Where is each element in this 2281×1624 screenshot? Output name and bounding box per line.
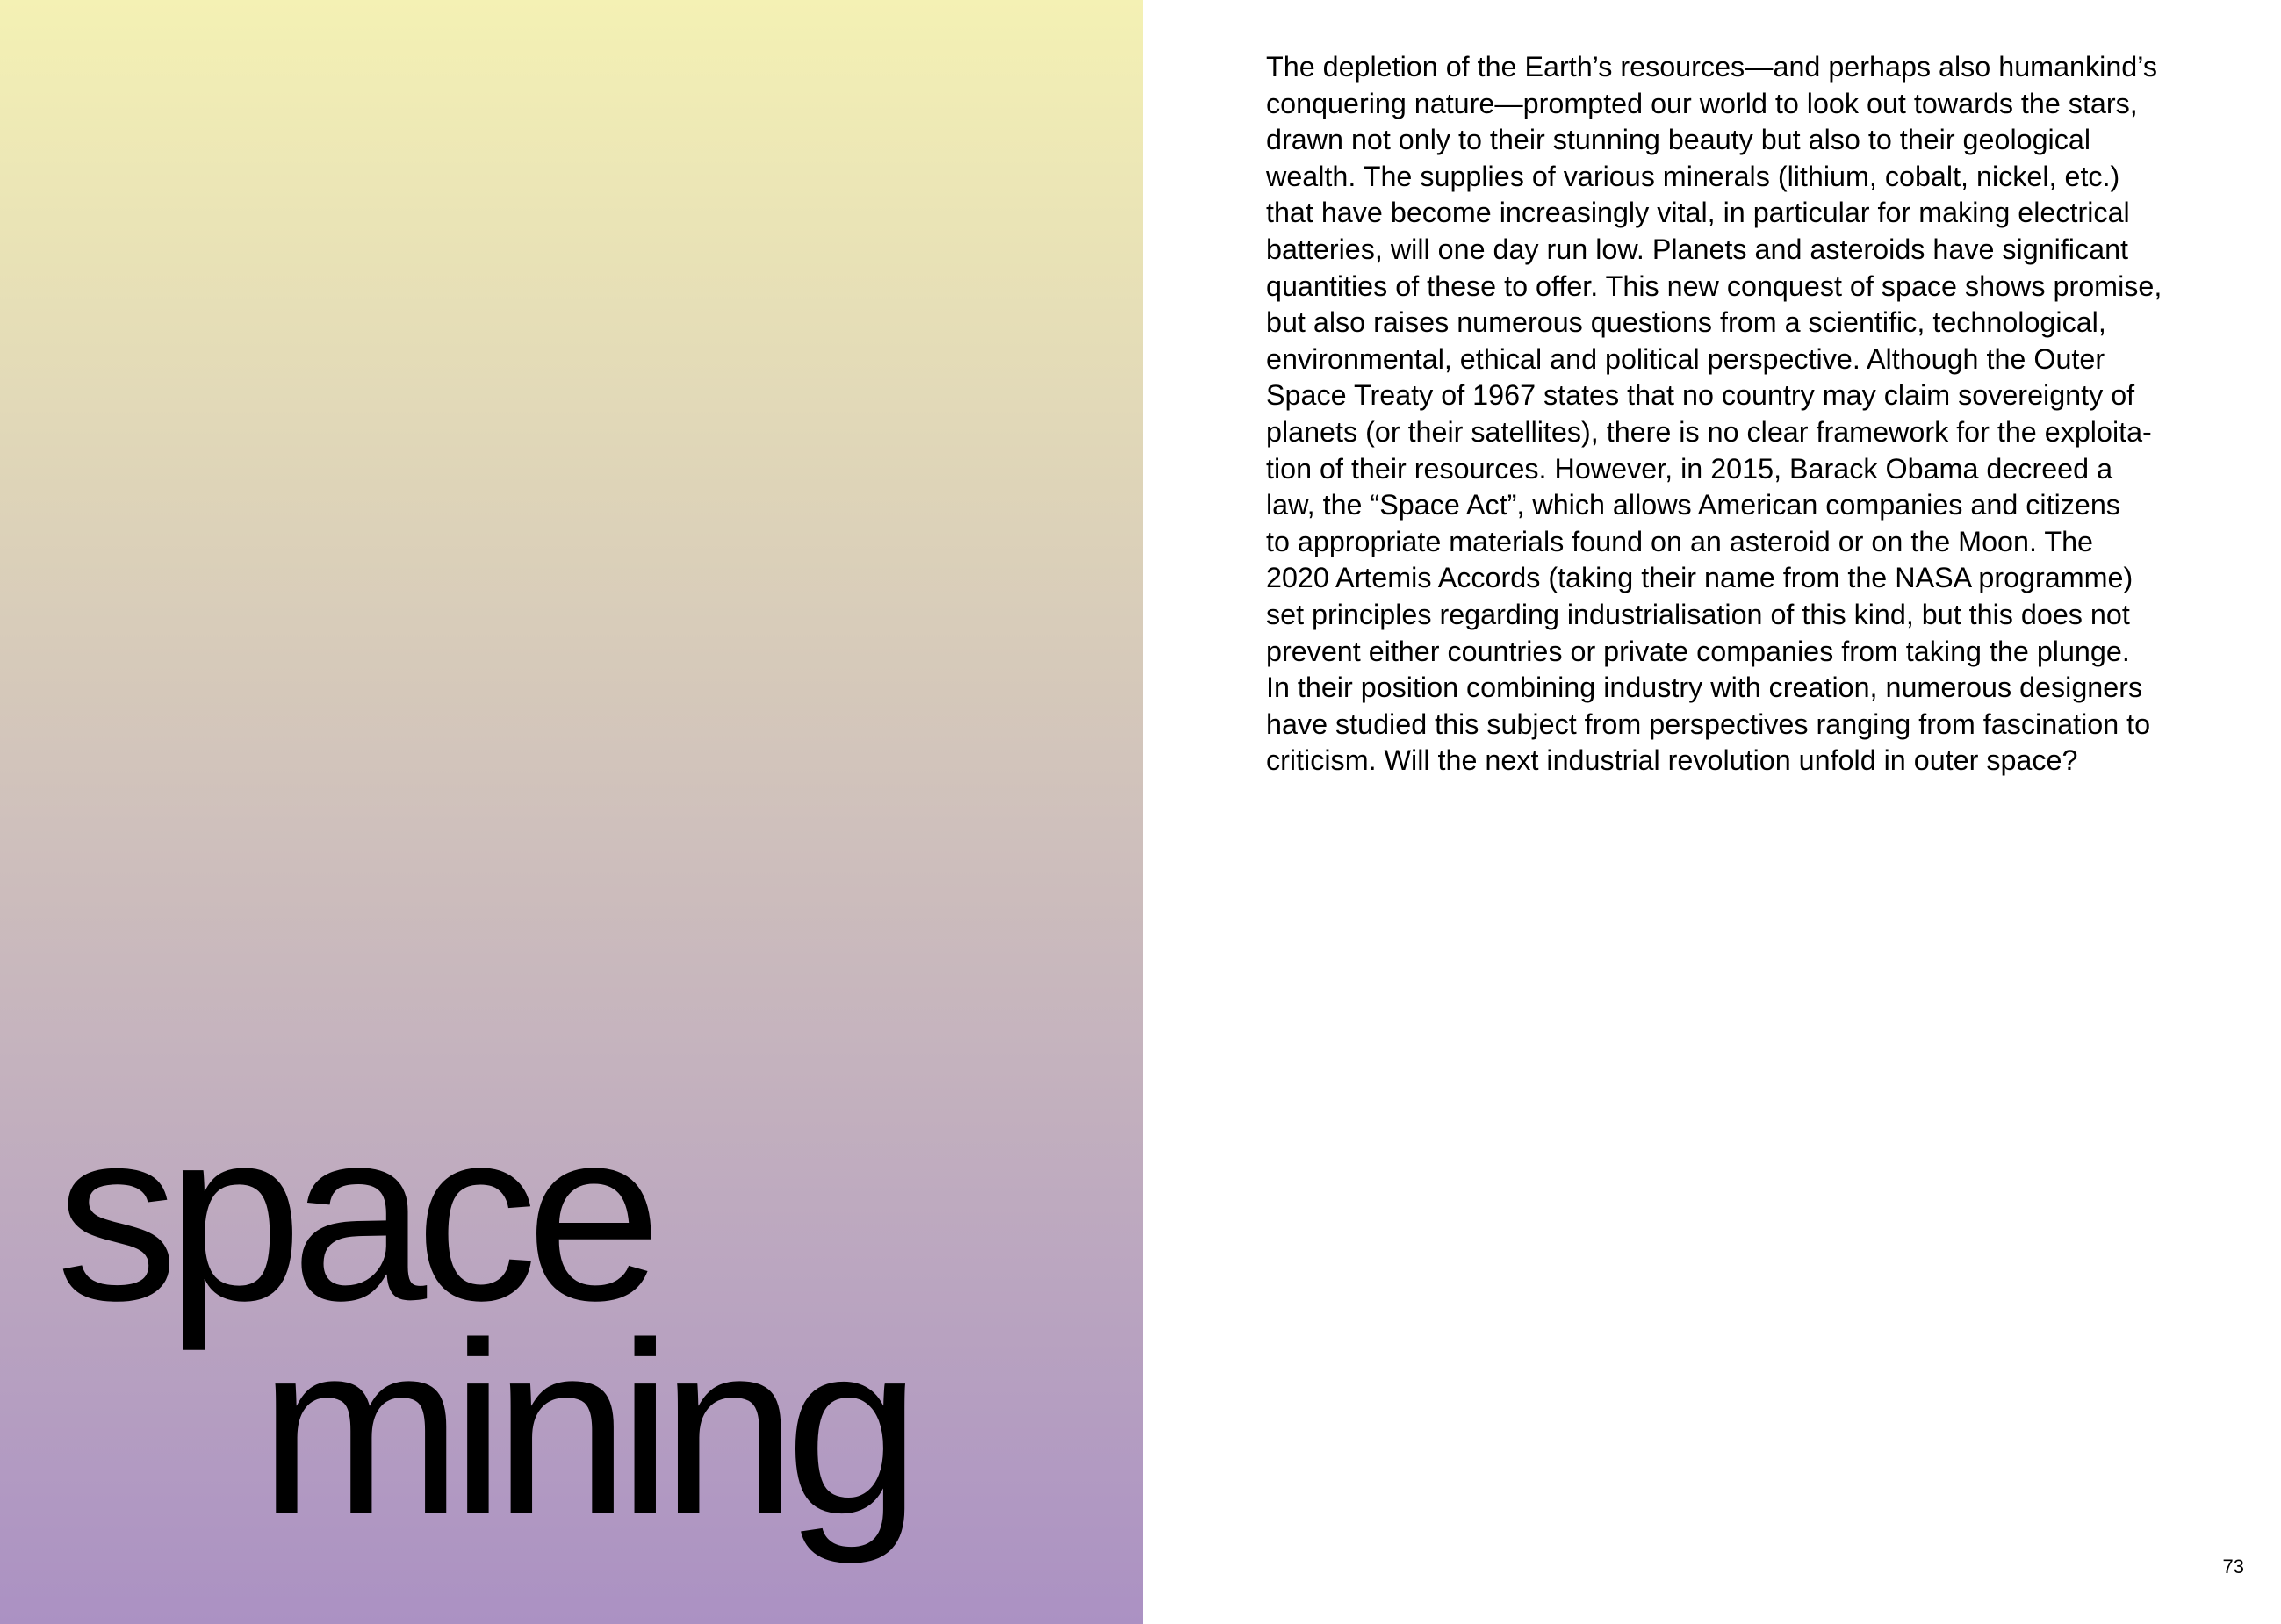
body-line: planets (or their satellites), there is no clear framework for the exploita- <box>1266 415 2152 448</box>
body-line: criticism. Will the next industrial revolution unfold in outer space? <box>1266 744 2078 777</box>
body-line: set principles regarding industrialisation of this kind, but this does not <box>1266 598 2130 630</box>
body-line: to appropriate materials found on an asteroid or on the Moon. The <box>1266 525 2093 557</box>
body-line: but also raises numerous questions from a scientific, technological, <box>1266 306 2106 339</box>
body-line: prevent either countries or private companies from taking the plunge. <box>1266 635 2130 667</box>
body-line: that have become increasingly vital, in particular for making electrical <box>1266 197 2130 229</box>
body-line: tion of their resources. However, in 2015, Barack Obama decreed a <box>1266 452 2113 485</box>
body-line: In their position combining industry with creation, numerous designers <box>1266 672 2143 704</box>
body-line: The depletion of the Earth’s resources—and perhaps also humankind’s <box>1266 51 2157 83</box>
body-line: 2020 Artemis Accords (taking their name from the NASA programme) <box>1266 562 2133 594</box>
body-line: batteries, will one day run low. Planets and asteroids have significant <box>1266 233 2129 265</box>
right-page <box>1143 0 2281 1624</box>
title-word-space: space <box>56 1078 651 1351</box>
body-line: law, the “Space Act”, which allows American companies and citizens <box>1266 489 2120 521</box>
body-line: environmental, ethical and political perspective. Although the Outer <box>1266 342 2105 375</box>
body-paragraph <box>1266 49 2246 780</box>
body-line: Space Treaty of 1967 states that no country may claim sovereignty of <box>1266 379 2135 412</box>
body-line: conquering nature—prompted our world to look out towards the stars, <box>1266 87 2138 119</box>
body-line: drawn not only to their stunning beauty but also to their geological <box>1266 124 2091 156</box>
body-line: have studied this subject from perspectives ranging from fascination to <box>1266 708 2151 740</box>
page-number: 73 <box>2222 1556 2244 1577</box>
body-line: quantities of these to offer. This new conquest of space shows promise, <box>1266 269 2162 302</box>
body-line: wealth. The supplies of various minerals (lithium, cobalt, nickel, etc.) <box>1266 160 2120 192</box>
title-word-mining: mining <box>259 1291 910 1564</box>
